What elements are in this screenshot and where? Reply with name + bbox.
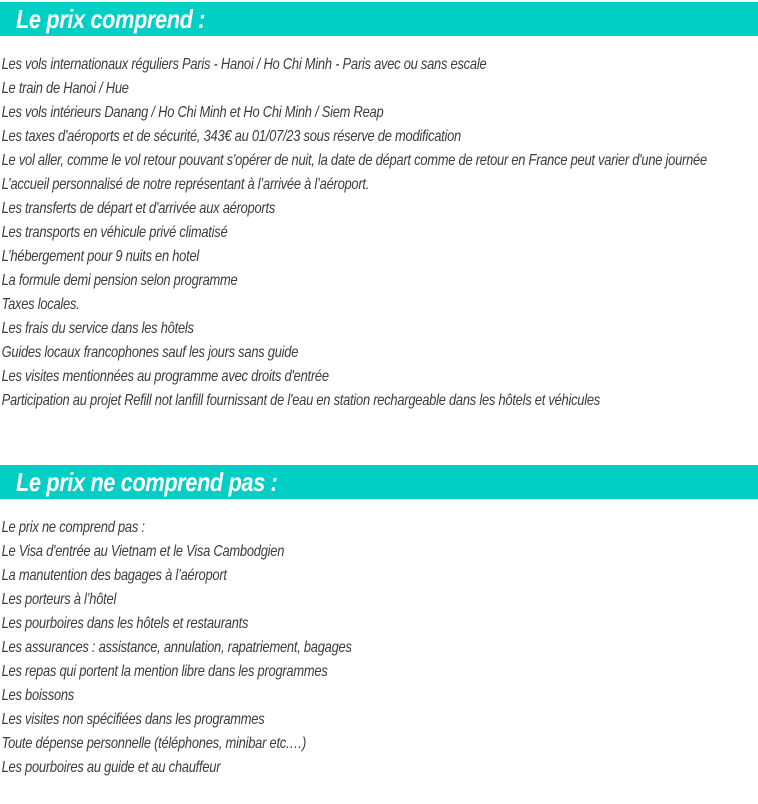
price-list-item: Le vol aller, comme le vol retour pouvant s'opérer de nuit, la date de départ comme de retour en France peut varier d'une journée [1,152,707,169]
price-excludes-header-title: Le prix ne comprend pas : [16,466,278,497]
price-excludes-header-bar [0,465,758,499]
price-list-item: Le Visa d'entrée au Vietnam et le Visa Cambodgien [1,543,285,560]
price-includes-section [0,2,758,413]
price-excludes-list [0,499,758,780]
price-list-item: Participation au projet Refill not lanfill fournissant de l'eau en station rechargeable dans les hôtels et véhicules [1,392,601,409]
price-list-item: Les repas qui portent la mention libre dans les programmes [1,663,328,680]
price-list-item: L’hébergement pour 9 nuits en hotel [1,248,200,265]
price-list-item: Les pourboires au guide et au chauffeur [1,759,221,776]
price-includes-list [0,36,758,413]
price-list-item: Le train de Hanoi / Hue [1,80,129,97]
price-list-item: Les boissons [1,687,75,704]
price-list-item: Les transports en véhicule privé climatisé [1,224,228,241]
price-list-item: La manutention des bagages à l’aéroport [1,567,227,584]
price-list-item: Les porteurs à l’hôtel [1,591,117,608]
price-list-item: Guides locaux francophones sauf les jours sans guide [1,344,299,361]
price-excludes-section [0,465,758,780]
price-list-item: Le prix ne comprend pas : [1,519,145,536]
price-list-item: Toute dépense personnelle (téléphones, minibar etc.…) [1,735,307,752]
price-list-item: Les vols intérieurs Danang / Ho Chi Minh et Ho Chi Minh / Siem Reap [1,104,384,121]
price-list-item: Les transferts de départ et d'arrivée aux aéroports [1,200,276,217]
price-includes-header-bar [0,2,758,36]
price-list-item: Les pourboires dans les hôtels et restaurants [1,615,249,632]
price-includes-header-title: Le prix comprend : [16,3,206,34]
price-list-item: Les taxes d'aéroports et de sécurité, 343€ au 01/07/23 sous réserve de modification [1,128,461,145]
price-list-item: La formule demi pension selon programme [1,272,238,289]
price-list-item: Les assurances : assistance, annulation, rapatriement, bagages [1,639,352,656]
price-list-item: Les frais du service dans les hôtels [1,320,194,337]
price-list-item: Les visites mentionnées au programme avec droits d'entrée [1,368,329,385]
price-list-item: L’accueil personnalisé de notre représentant à l’arrivée à l’aéroport. [1,176,370,193]
price-list-item: Les vols internationaux réguliers Paris - Hanoi / Ho Chi Minh - Paris avec ou sans escale [1,56,487,73]
price-list-item: Taxes locales. [1,296,80,313]
price-list-item: Les visites non spécifiées dans les programmes [1,711,265,728]
